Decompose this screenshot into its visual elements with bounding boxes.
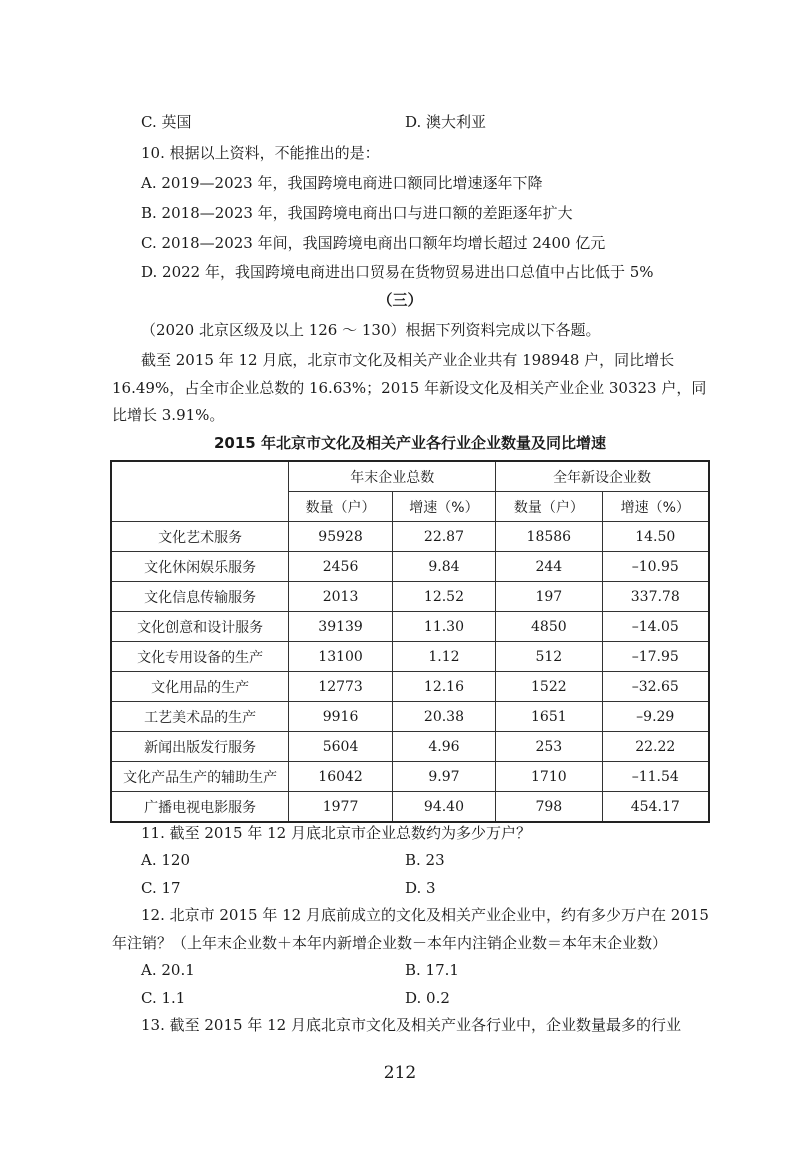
new-count-cell: 798 <box>496 792 602 823</box>
header-new-count: 数量（户） <box>496 492 602 522</box>
industry-name-cell: 文化休闲娱乐服务 <box>111 552 289 582</box>
q12-option-d: D. 0.2 <box>405 989 450 1007</box>
total-count-cell: 16042 <box>289 762 392 792</box>
section-paragraph-line3: 比增长 3.91%。 <box>112 406 225 424</box>
new-growth-cell: –17.95 <box>602 642 709 672</box>
new-count-cell: 1522 <box>496 672 602 702</box>
new-count-cell: 197 <box>496 582 602 612</box>
new-growth-cell: –10.95 <box>602 552 709 582</box>
total-count-cell: 12773 <box>289 672 392 702</box>
total-count-cell: 2456 <box>289 552 392 582</box>
header-new-growth: 增速（%） <box>602 492 709 522</box>
total-growth-cell: 1.12 <box>392 642 495 672</box>
q10-stem: 10. 根据以上资料，不能推出的是： <box>141 144 380 162</box>
table-row <box>111 672 709 702</box>
section-paragraph-line2: 16.49%，占全市企业总数的 16.63%；2015 年新设文化及相关产业企业 30323 户，同 <box>112 379 707 397</box>
header-total-growth: 增速（%） <box>392 492 495 522</box>
table-row <box>111 702 709 732</box>
new-count-cell: 253 <box>496 732 602 762</box>
new-growth-cell: –32.65 <box>602 672 709 702</box>
q12-stem-line1: 12. 北京市 2015 年 12 月底前成立的文化及相关产业企业中，约有多少万户在 2015 <box>141 906 709 924</box>
industry-table <box>110 460 710 823</box>
new-growth-cell: 14.50 <box>602 522 709 552</box>
total-growth-cell: 11.30 <box>392 612 495 642</box>
new-growth-cell: 337.78 <box>602 582 709 612</box>
total-growth-cell: 20.38 <box>392 702 495 732</box>
page-number: 212 <box>383 1063 417 1083</box>
industry-name-cell: 文化艺术服务 <box>111 522 289 552</box>
q11-option-c: C. 17 <box>141 879 181 897</box>
total-count-cell: 9916 <box>289 702 392 732</box>
option-c: C. 英国 <box>141 113 192 131</box>
total-growth-cell: 94.40 <box>392 792 495 823</box>
new-count-cell: 512 <box>496 642 602 672</box>
q12-option-a: A. 20.1 <box>141 961 195 979</box>
q10-option-a: A. 2019—2023 年，我国跨境电商进口额同比增速逐年下降 <box>141 174 543 192</box>
industry-name-cell: 文化用品的生产 <box>111 672 289 702</box>
q10-option-d: D. 2022 年，我国跨境电商进出口贸易在货物贸易进出口总值中占比低于 5% <box>141 263 654 281</box>
q13-stem: 13. 截至 2015 年 12 月底北京市文化及相关产业各行业中，企业数量最多的行业 <box>141 1016 681 1034</box>
q12-option-c: C. 1.1 <box>141 989 186 1007</box>
industry-name-cell: 文化产品生产的辅助生产 <box>111 762 289 792</box>
total-growth-cell: 4.96 <box>392 732 495 762</box>
table-row <box>111 762 709 792</box>
table-row <box>111 792 709 823</box>
new-count-cell: 18586 <box>496 522 602 552</box>
new-growth-cell: –11.54 <box>602 762 709 792</box>
total-growth-cell: 9.97 <box>392 762 495 792</box>
q11-stem: 11. 截至 2015 年 12 月底北京市企业总数约为多少万户？ <box>141 824 531 842</box>
new-count-cell: 244 <box>496 552 602 582</box>
q10-option-c: C. 2018—2023 年间，我国跨境电商出口额年均增长超过 2400 亿元 <box>141 234 606 252</box>
new-growth-cell: 454.17 <box>602 792 709 823</box>
new-growth-cell: 22.22 <box>602 732 709 762</box>
total-count-cell: 1977 <box>289 792 392 823</box>
new-count-cell: 4850 <box>496 612 602 642</box>
industry-name-cell: 文化信息传输服务 <box>111 582 289 612</box>
new-growth-cell: –9.29 <box>602 702 709 732</box>
q11-option-d: D. 3 <box>405 879 436 897</box>
industry-name-cell: 新闻出版发行服务 <box>111 732 289 762</box>
industry-name-cell: 文化专用设备的生产 <box>111 642 289 672</box>
header-total-count: 数量（户） <box>289 492 392 522</box>
table-row <box>111 582 709 612</box>
option-d: D. 澳大利亚 <box>405 113 487 131</box>
section-paragraph-line1: 截至 2015 年 12 月底，北京市文化及相关产业企业共有 198948 户，同比增长 <box>141 351 675 369</box>
header-group-new: 全年新设企业数 <box>496 461 709 492</box>
new-growth-cell: –14.05 <box>602 612 709 642</box>
q11-option-a: A. 120 <box>141 851 190 869</box>
total-count-cell: 2013 <box>289 582 392 612</box>
header-group-total: 年末企业总数 <box>289 461 496 492</box>
total-count-cell: 39139 <box>289 612 392 642</box>
table-row <box>111 642 709 672</box>
industry-name-cell: 文化创意和设计服务 <box>111 612 289 642</box>
q11-option-b: B. 23 <box>405 851 445 869</box>
industry-name-cell: 广播电视电影服务 <box>111 792 289 823</box>
q12-option-b: B. 17.1 <box>405 961 459 979</box>
new-count-cell: 1710 <box>496 762 602 792</box>
total-count-cell: 95928 <box>289 522 392 552</box>
table-row <box>111 552 709 582</box>
table-row <box>111 612 709 642</box>
section-heading: （三） <box>377 291 423 309</box>
total-count-cell: 5604 <box>289 732 392 762</box>
total-growth-cell: 9.84 <box>392 552 495 582</box>
total-growth-cell: 12.52 <box>392 582 495 612</box>
q12-stem-line2: 年注销？（上年末企业数＋本年内新增企业数－本年内注销企业数＝本年末企业数） <box>112 934 668 952</box>
table-row <box>111 522 709 552</box>
total-growth-cell: 12.16 <box>392 672 495 702</box>
section-source: （2020 北京区级及以上 126 ～ 130）根据下列资料完成以下各题。 <box>141 321 601 339</box>
industry-name-cell: 工艺美术品的生产 <box>111 702 289 732</box>
header-empty <box>111 461 289 522</box>
total-growth-cell: 22.87 <box>392 522 495 552</box>
table-title: 2015 年北京市文化及相关产业各行业企业数量及同比增速 <box>214 434 606 452</box>
table-row <box>111 732 709 762</box>
total-count-cell: 13100 <box>289 642 392 672</box>
q10-option-b: B. 2018—2023 年，我国跨境电商出口与进口额的差距逐年扩大 <box>141 204 573 222</box>
new-count-cell: 1651 <box>496 702 602 732</box>
